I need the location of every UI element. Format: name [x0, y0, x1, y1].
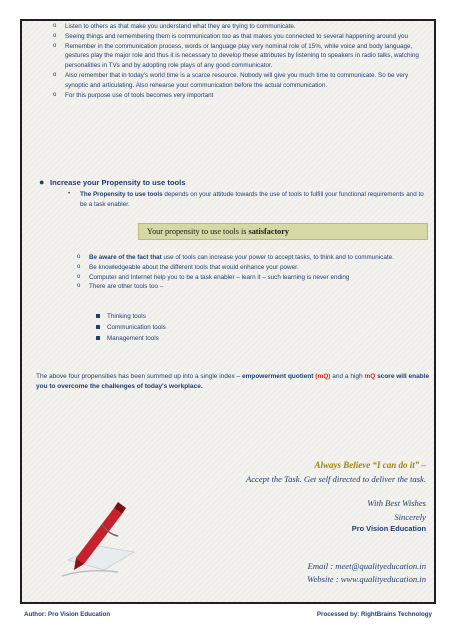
list-item: o Be knowledgeable about the different tools that would enhance your power.	[77, 263, 299, 271]
bullet-icon: o	[77, 254, 81, 260]
summary-paragraph: The above four propensities has been summed up into a single index – empowerment quotient (mQ) and a high mQ score will enable you to overcome the challenges of today's workplace.	[36, 373, 430, 390]
footer-processed-by: Processed by: RightBrains Technology	[316, 611, 432, 618]
bullet-icon: o	[53, 71, 57, 78]
section-heading: ● Increase your Propensity to use tools	[39, 177, 186, 187]
list-item: o Seeing things and remembering them is communication too as that makes you connected to several happening around you	[53, 32, 409, 40]
list-item: Communication tools	[96, 322, 166, 333]
list-item: o Be aware of the fact that use of tools can increase your power to accept tasks, to think and to communicate.	[77, 254, 394, 261]
list-item: o Also remember that in today's world time is a scarce resource. Nobody will give you much time to communicate. So be very synoptic and articulating. Also rehearse your communication before the actual communication.	[53, 71, 409, 89]
square-bullet-icon	[96, 314, 100, 318]
list-item: Thinking tools	[96, 311, 166, 322]
email-contact: Email : meet@qualityeducation.in	[307, 561, 426, 571]
list-item: o Listen to others as that make you understand what they are trying to communicate.	[53, 23, 296, 30]
bullet-icon: •	[68, 191, 71, 197]
square-bullet-icon	[96, 336, 100, 340]
bullet-icon: o	[53, 91, 57, 98]
propensity-definition	[70, 190, 424, 210]
footer-author: Author: Pro Vision Education	[24, 611, 111, 618]
bullet-icon: o	[53, 42, 57, 49]
list-item: o There are other tools too –	[77, 283, 164, 291]
list-item: o Remember in the communication process, words or language play very nominal role of 15%, while voice and body language, gestures play the major role and thus it is necessary to develop these attributes by listening to speakers in radio talks, watching personalities in TVs and by adopting role plays of any good communicator.	[53, 42, 419, 70]
list-item: Management tools	[96, 333, 166, 344]
propensity-value: satisfactory	[248, 227, 290, 236]
bullet-icon: o	[53, 23, 57, 29]
tools-advice-list	[79, 253, 424, 292]
bullet-icon: o	[77, 263, 81, 270]
bullet-icon: o	[53, 32, 57, 39]
bullet-icon: o	[77, 273, 81, 280]
motto: Always Believe “I can do it” –	[314, 460, 426, 470]
motto-subtext: Accept the Task. Get self directed to deliver the task.	[245, 474, 426, 484]
wishes: With Best Wishes	[367, 498, 426, 508]
organization-name: Pro Vision Education	[351, 524, 426, 533]
list-item: o For this purpose use of tools becomes very important	[53, 91, 214, 99]
list-item: • The Propensity to use tools depends on your attitude towards the use of tools to fulfill your functional requirements and to be a task enabler.	[68, 191, 424, 208]
square-bullet-icon	[96, 325, 100, 329]
tools-list	[96, 311, 166, 344]
communication-tips-list	[55, 22, 425, 100]
bullet-icon: o	[77, 283, 81, 290]
list-item: o Computer and Internet help you to be a task enabler – learn it – such learning is never ending	[77, 273, 350, 281]
propensity-result-box: Your propensity to use tools is satisfactory	[138, 223, 428, 240]
website-contact: Website : www.qualityeducation.in	[307, 574, 426, 584]
pen-writing-icon	[58, 500, 138, 580]
bullet-icon: ●	[39, 177, 45, 187]
sincerely: Sincerely	[394, 512, 426, 522]
